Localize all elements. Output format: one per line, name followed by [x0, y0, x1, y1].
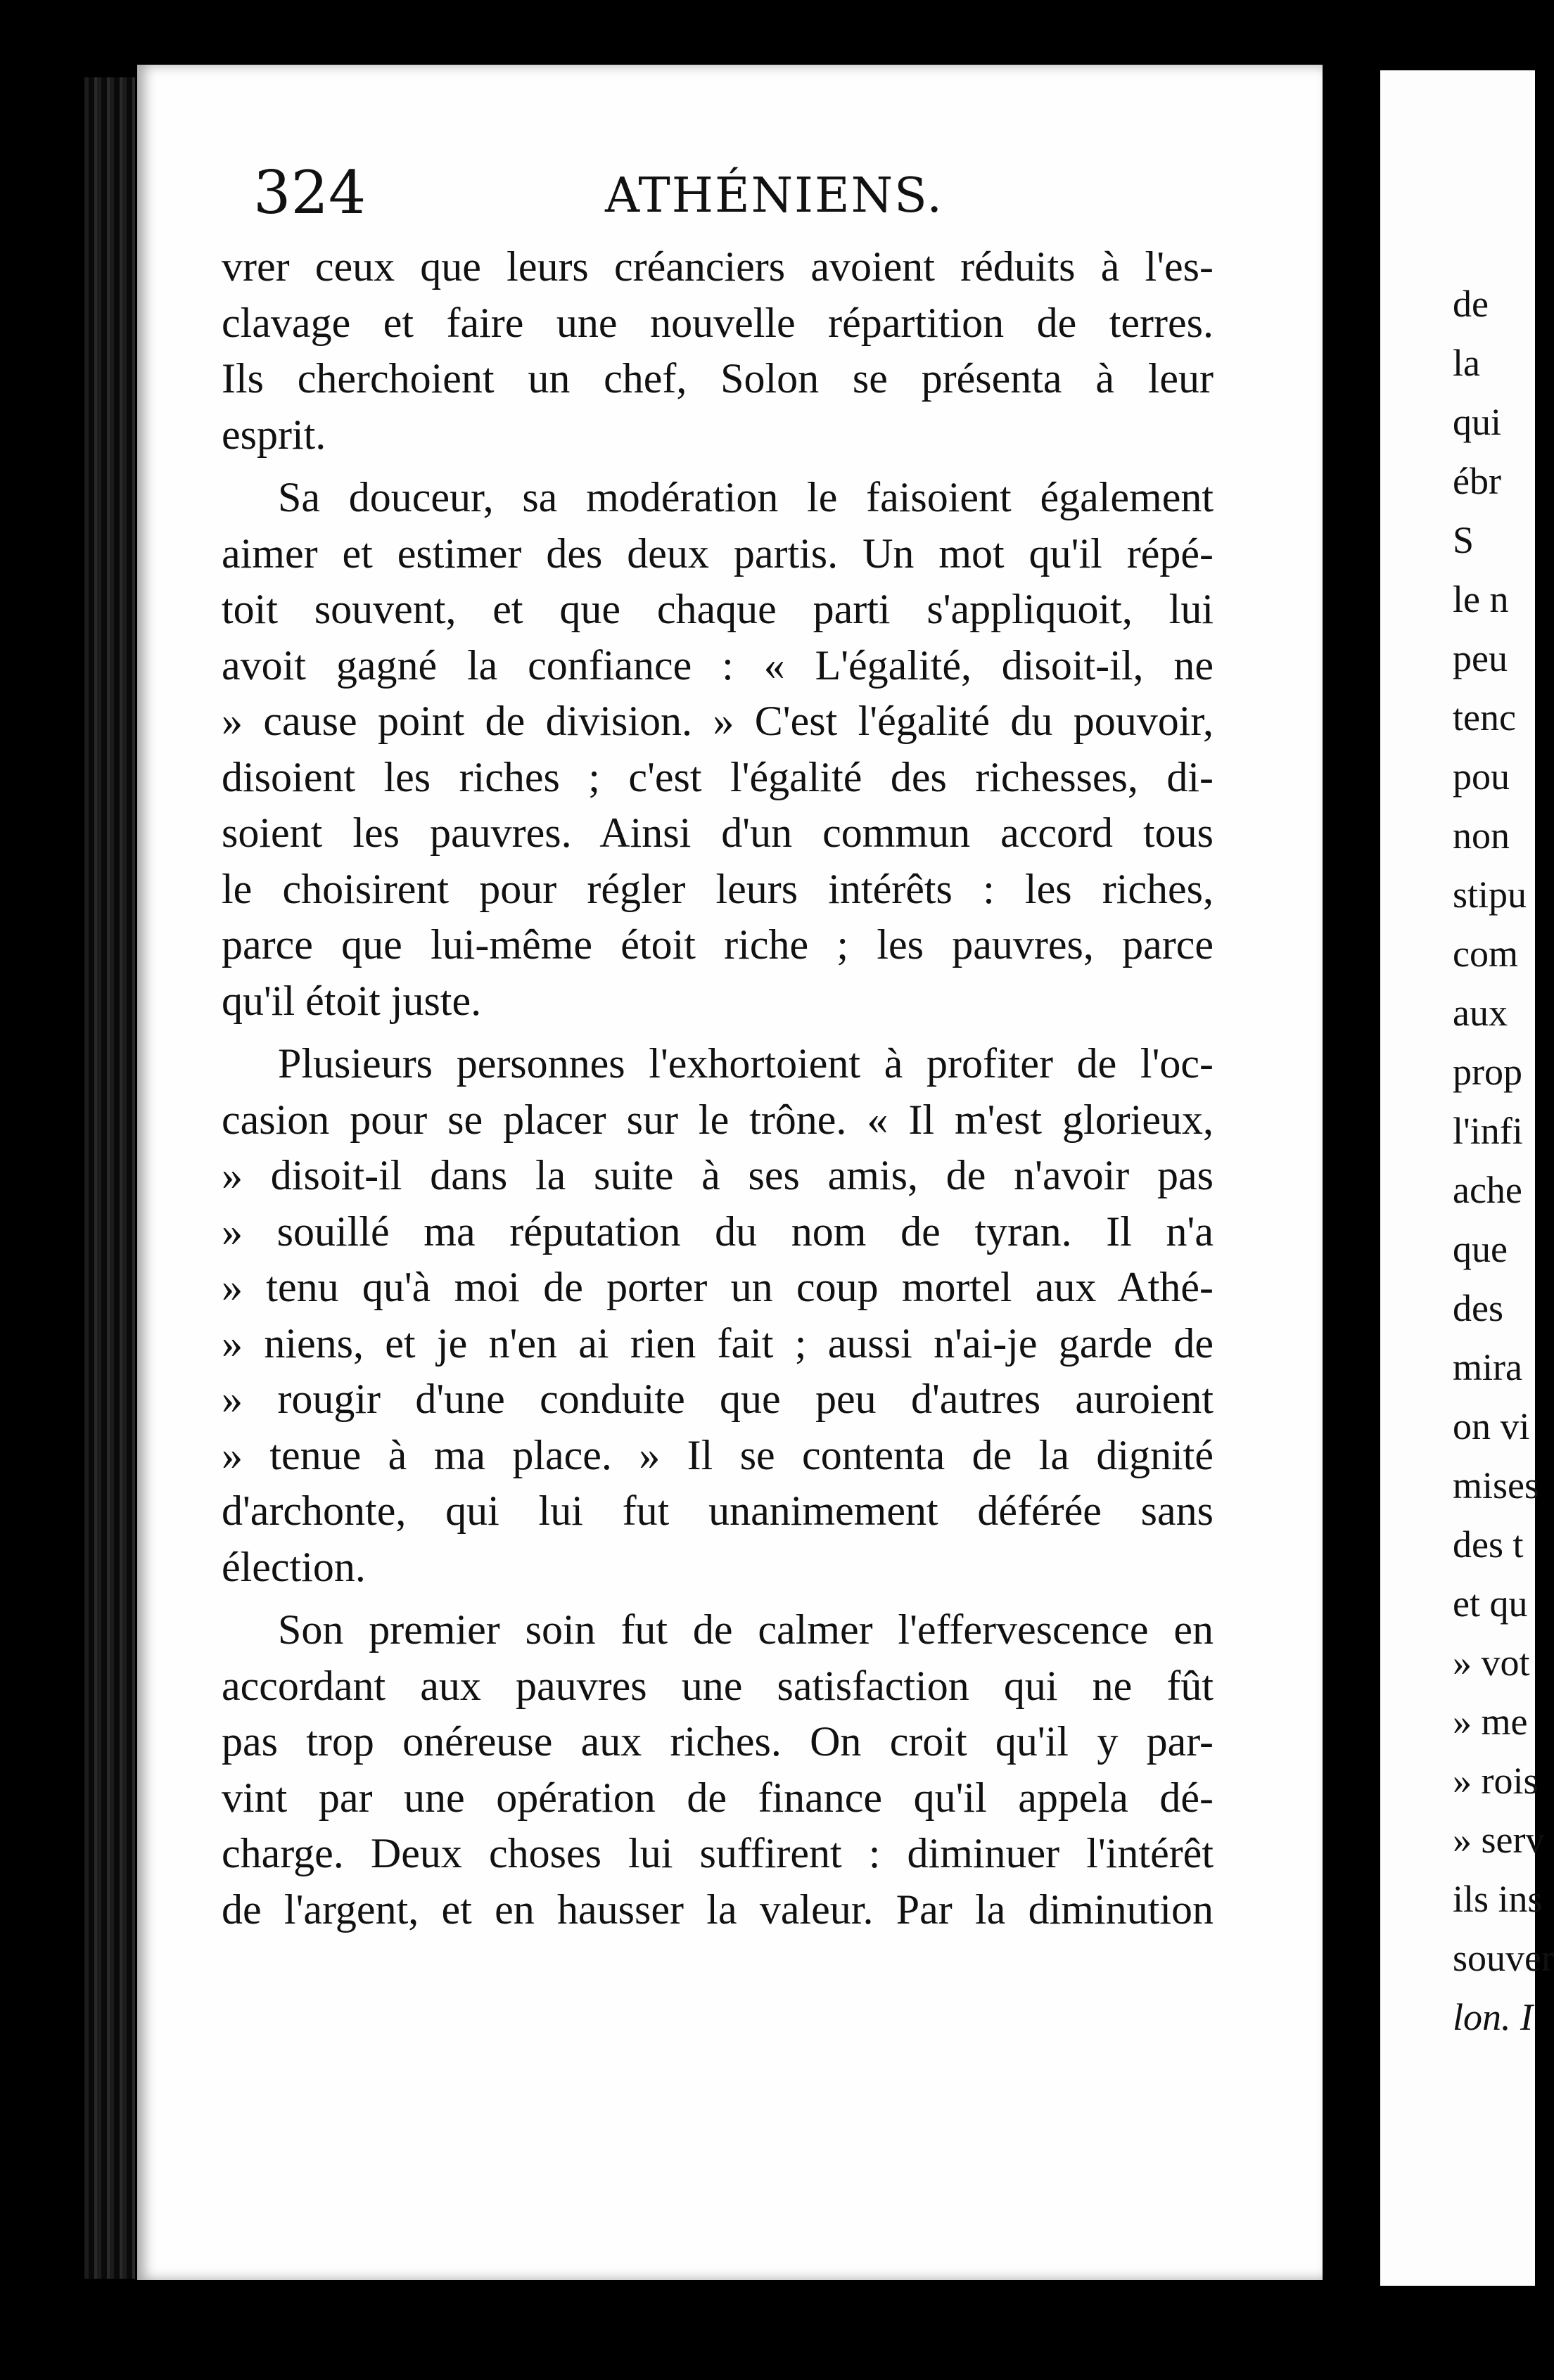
- fragment-line: souver: [1453, 1937, 1554, 1979]
- fragment-line: » me: [1453, 1701, 1528, 1743]
- fragment-line: com: [1453, 933, 1518, 975]
- fragment-line: mira: [1453, 1346, 1522, 1388]
- text-line: élection.: [222, 1543, 366, 1590]
- page-gutter: [1323, 65, 1380, 2280]
- facing-page-text: [1453, 274, 1554, 2047]
- fragment-line: l'infi: [1453, 1110, 1523, 1152]
- fragment-line: la: [1453, 342, 1480, 384]
- text-line: esprit.: [222, 411, 326, 458]
- fragment-line: ache: [1453, 1169, 1522, 1211]
- fragment-line: S: [1453, 519, 1475, 561]
- text-line: casion pour se placer sur le trône. « Il m'est glorieux,: [222, 1096, 1214, 1143]
- text-line: vrer ceux que leurs créanciers avoient réduits à l'es-: [222, 243, 1214, 290]
- text-line: parce que lui-même étoit riche ; les pauvres, parce: [222, 921, 1214, 968]
- running-title: ATHÉNIENS.: [605, 168, 943, 224]
- fragment-line: prop: [1453, 1051, 1522, 1093]
- text-line: soient les pauvres. Ainsi d'un commun accord tous: [222, 810, 1214, 856]
- fragment-line: peu: [1453, 637, 1508, 679]
- fragment-line: on vi: [1453, 1405, 1530, 1447]
- fragment-line: et qu: [1453, 1582, 1528, 1625]
- text-line: toit souvent, et que chaque parti s'appliquoit, lui: [222, 586, 1214, 632]
- text-line: d'archonte, qui lui fut unanimement déférée sans: [222, 1488, 1214, 1534]
- text-line: » tenue à ma place. » Il se contenta de la dignité: [222, 1431, 1214, 1478]
- fragment-line: mises: [1453, 1464, 1540, 1506]
- book-binding: [84, 77, 135, 2279]
- text-line: qu'il étoit juste.: [222, 977, 482, 1024]
- text-line: » souillé ma réputation du nom de tyran. Il n'a: [222, 1208, 1214, 1255]
- fragment-line: » vot: [1453, 1642, 1530, 1684]
- fragment-line: » rois: [1453, 1760, 1539, 1802]
- text-line: » disoit-il dans la suite à ses amis, de n'avoir pas: [222, 1152, 1214, 1198]
- text-line: Ils cherchoient un chef, Solon se présenta à leur: [222, 355, 1214, 402]
- fragment-line: » serv: [1453, 1819, 1545, 1861]
- text-line: » rougir d'une conduite que peu d'autres auroient: [222, 1376, 1214, 1422]
- text-line: pas trop onéreuse aux riches. On croit qu'il y par-: [222, 1718, 1214, 1765]
- body-text: [222, 239, 1214, 1938]
- text-line: disoient les riches ; c'est l'égalité des richesses, di-: [222, 753, 1214, 800]
- text-line: vint par une opération de finance qu'il appela dé-: [222, 1774, 1214, 1821]
- text-line: accordant aux pauvres une satisfaction qui ne fût: [222, 1662, 1214, 1709]
- fragment-line: stipu: [1453, 874, 1527, 916]
- fragment-line: non: [1453, 814, 1510, 857]
- text-line: charge. Deux choses lui suffirent : diminuer l'intérêt: [222, 1830, 1214, 1876]
- text-line: le choisirent pour régler leurs intérêts : les riches,: [222, 865, 1214, 912]
- text-line: Plusieurs personnes l'exhortoient à profiter de l'oc-: [278, 1040, 1214, 1087]
- fragment-line: ils ins: [1453, 1878, 1543, 1920]
- fragment-line: de: [1453, 283, 1489, 325]
- text-line: Son premier soin fut de calmer l'effervescence en: [278, 1606, 1214, 1653]
- fragment-line: que: [1453, 1228, 1508, 1270]
- fragment-line: le n: [1453, 578, 1509, 620]
- text-line: de l'argent, et en hausser la valeur. Par la diminution: [222, 1886, 1214, 1933]
- text-line: » tenu qu'à moi de porter un coup mortel aux Athé-: [222, 1264, 1214, 1310]
- text-line: » cause point de division. » C'est l'égalité du pouvoir,: [222, 698, 1214, 744]
- text-line: Sa douceur, sa modération le faisoient également: [278, 474, 1214, 520]
- fragment-line: aux: [1453, 992, 1508, 1034]
- fragment-line: lon. I: [1453, 1996, 1533, 2038]
- text-line: avoit gagné la confiance : « L'égalité, disoit-il, ne: [222, 641, 1214, 689]
- text-line: » niens, et je n'en ai rien fait ; aussi n'ai-je garde de: [222, 1319, 1214, 1367]
- fragment-line: tenc: [1453, 696, 1516, 738]
- fragment-line: des t: [1453, 1523, 1524, 1566]
- text-line: clavage et faire une nouvelle répartition de terres.: [222, 299, 1214, 346]
- fragment-line: qui: [1453, 401, 1502, 443]
- fragment-line: pou: [1453, 755, 1510, 798]
- page-header: [253, 158, 1224, 236]
- page-number: 324: [253, 158, 367, 227]
- fragment-line: ébr: [1453, 460, 1501, 502]
- text-line: aimer et estimer des deux partis. Un mot qu'il répé-: [222, 530, 1214, 577]
- fragment-line: des: [1453, 1287, 1503, 1329]
